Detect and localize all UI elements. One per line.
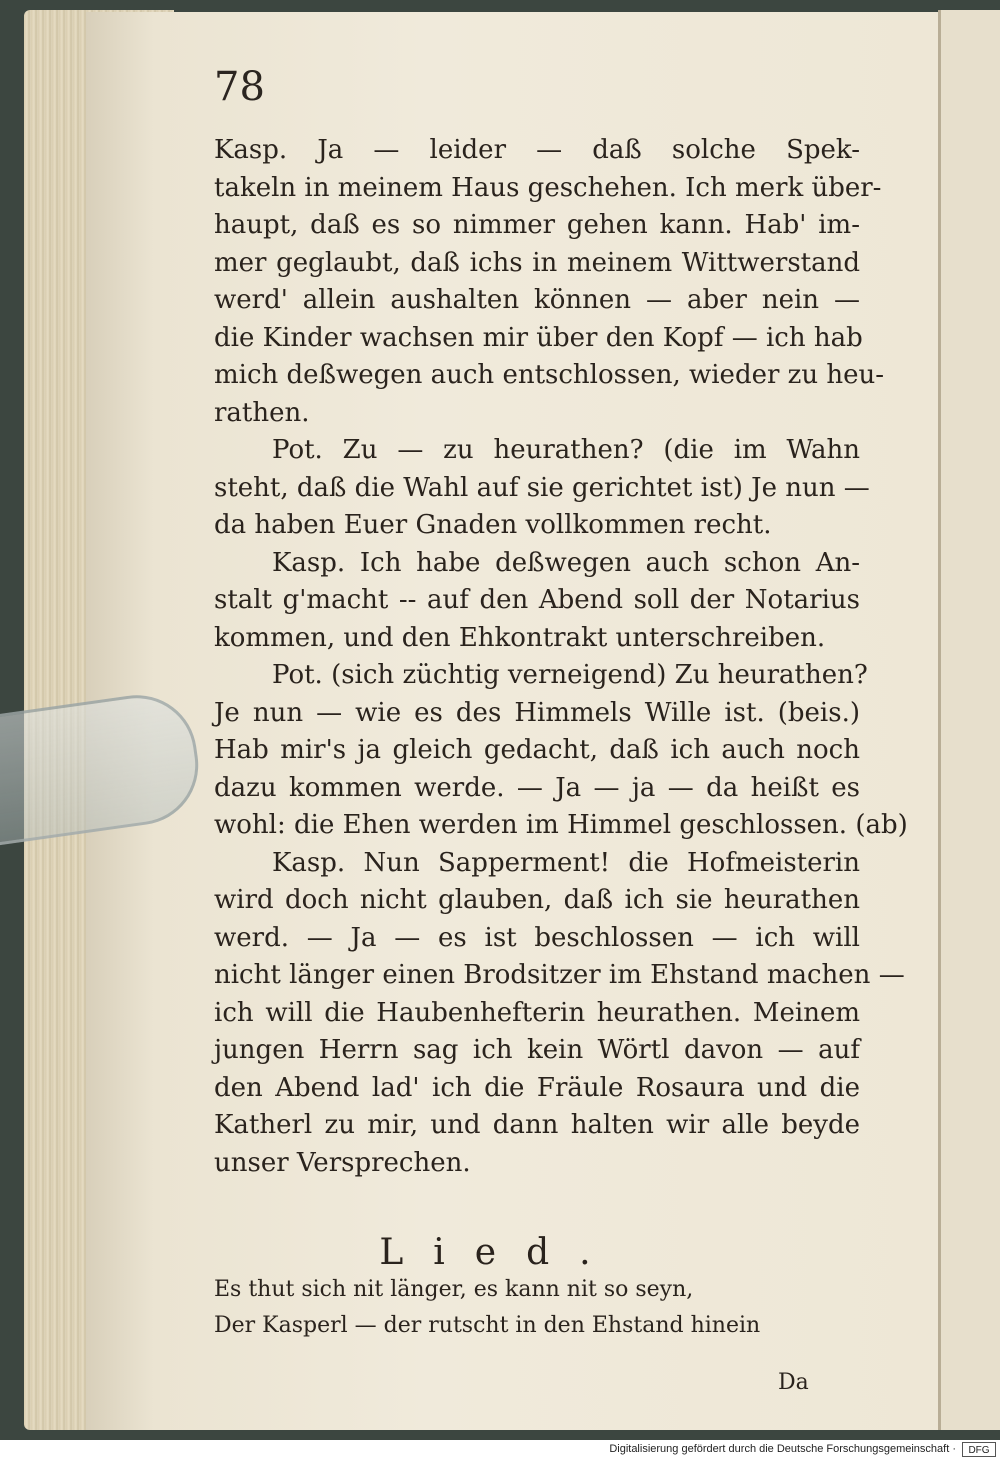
text-line: stalt g'macht -- auf den Abend soll der Notarius — [214, 585, 860, 615]
text-line: haupt, daß es so nimmer gehen kann. Hab' im- — [214, 210, 860, 240]
text-line: werd. — Ja — es ist beschlossen — ich will — [214, 922, 860, 953]
text-line: Kasp. Ich habe deßwegen auch schon An- — [272, 547, 860, 578]
text-line: werd' allein aushalten können — aber nein — — [214, 285, 860, 315]
text-line: den Abend lad' ich die Fräule Rosaura und die — [214, 1072, 860, 1103]
text-line: Kasp. Ja — leider — daß solche Spek- — [214, 135, 860, 165]
text-line: ich will die Haubenhefterin heurathen. Meinem — [214, 997, 860, 1028]
text-line: nicht länger einen Brodsitzer im Ehstand machen — — [214, 960, 905, 990]
text-line: dazu kommen werde. — Ja — ja — da heißt es — [214, 772, 860, 803]
text-line: da haben Euer Gnaden vollkommen recht. — [214, 510, 772, 540]
text-line: jungen Herrn sag ich kein Wörtl davon — auf — [214, 1035, 860, 1065]
text-line: die Kinder wachsen mir über den Kopf — ich hab — [214, 322, 863, 353]
verse — [214, 1272, 814, 1344]
body-text — [214, 132, 908, 1182]
text-line: Pot. Zu — zu heurathen? (die im Wahn — [272, 435, 860, 465]
text-line: wohl: die Ehen werden im Himmel geschlossen. (ab) — [214, 810, 908, 840]
text-line: unser Versprechen. — [214, 1147, 471, 1178]
text-line: Hab mir's ja gleich gedacht, daß ich auch noch — [214, 735, 860, 765]
facing-page-edge — [938, 10, 1000, 1430]
page-number: 78 — [214, 64, 265, 110]
verse-line: Der Kasperl — der rutscht in den Ehstand hinein — [214, 1313, 761, 1338]
text-line: rathen. — [214, 397, 310, 428]
text-line: Pot. (sich züchtig verneigend) Zu heurathen? — [272, 660, 868, 690]
dfg-logo: DFG — [962, 1442, 996, 1457]
text-line: mich deßwegen auch entschlossen, wieder zu heu- — [214, 360, 885, 390]
text-line: Katherl zu mir, und dann halten wir alle beyde — [214, 1110, 860, 1140]
text-line: steht, daß die Wahl auf sie gerichtet ist) Je nun — — [214, 472, 870, 503]
text-line: takeln in meinem Haus geschehen. Ich merk über- — [214, 172, 882, 203]
footer — [0, 1440, 1000, 1461]
text-line: Kasp. Nun Sapperment! die Hofmeisterin — [272, 847, 860, 878]
text-line: kommen, und den Ehkontrakt unterschreiben. — [214, 622, 826, 653]
catchword: Da — [778, 1370, 809, 1395]
text-line: wird doch nicht glauben, daß ich sie heurathen — [214, 885, 860, 915]
verse-line: Es thut sich nit länger, es kann nit so seyn, — [214, 1277, 694, 1302]
funding-credit: Digitalisierung gefördert durch die Deutsche Forschungsgemeinschaft · — [609, 1443, 956, 1455]
text-line: Je nun — wie es des Himmels Wille ist. (beis.) — [214, 697, 860, 728]
text-line: mer geglaubt, daß ichs in meinem Wittwerstand — [214, 247, 860, 278]
song-title: Lied. — [379, 1232, 621, 1273]
